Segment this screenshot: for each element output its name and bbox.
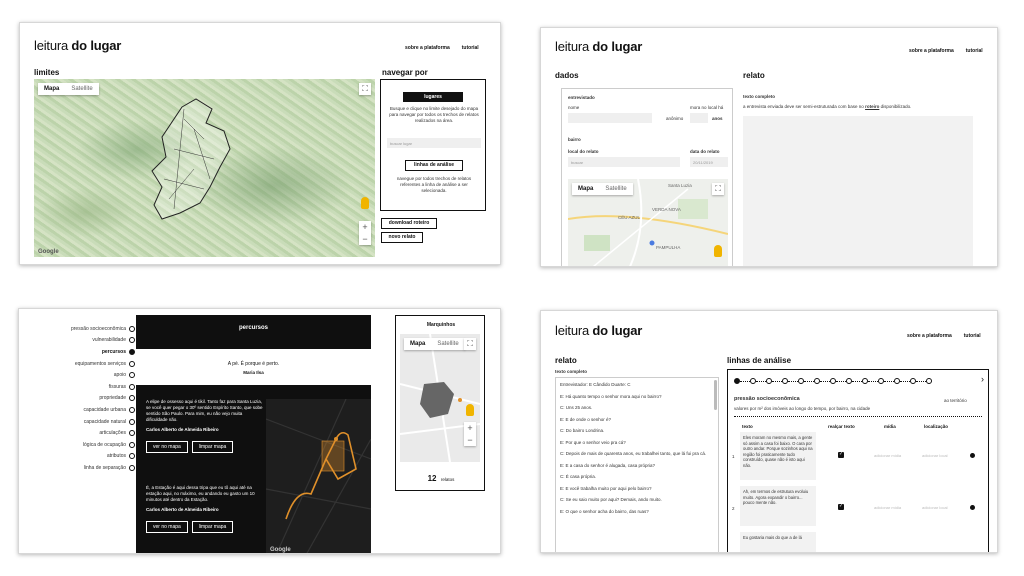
analysis-panel [727,369,989,553]
analysis-line-title: pressão socioeconômica [734,396,800,402]
screen-home [19,22,501,265]
transcript-line: C: Depois de mais de quarenta anos, eu trabalhei tanto, que lá fui pra cá. [560,451,707,456]
col-highlight: realçar texto [828,424,855,429]
transcript-line: E: Há quanto tempo o senhor mora aqui no bairro? [560,393,662,399]
sidebar-item[interactable]: lógica de ocupação [35,439,135,451]
pegman-icon[interactable] [361,197,369,209]
transcript-line: C: É casa própria. [560,474,597,479]
report-excerpt: É, a Estação é aqui dessa tripa que eu tô aqui até na estação aqui, no máximo, eu andando eu gasto um 10 minutos até dentro da Estação. [146,485,255,502]
circle-icon [129,419,135,425]
zoom-out-button[interactable]: − [362,234,368,244]
map-type-tabs [38,83,99,95]
col-text: texto [742,424,753,429]
fullscreen-icon[interactable]: ⛶ [359,83,371,95]
sidebar-item[interactable]: fissuras [35,381,135,393]
col-media: mídia [884,424,896,429]
add-location-button[interactable]: adicionar local [922,505,948,510]
google-logo: Google [38,249,59,255]
circle-icon [129,442,135,448]
remove-row-icon[interactable] [970,505,975,510]
report-place-input[interactable]: buscar [568,157,680,167]
sidebar-item[interactable]: apoio [35,369,135,381]
circle-filled-icon [129,349,135,355]
zoom-control [464,422,476,446]
analysis-lines-list [35,323,135,474]
remove-row-icon[interactable] [970,453,975,458]
section-title-analysis-lines: linhas de análise [727,356,792,365]
anonymous-checkbox[interactable]: anônimo [666,116,684,121]
circle-icon [129,384,135,390]
percursos-column [136,315,371,554]
fullscreen-icon[interactable]: ⛶ [464,338,476,350]
circle-icon [129,465,135,471]
transcript-line: E: O que o senhor acha do bairro, das ruas? [560,508,649,514]
add-media-button[interactable]: adicionar mídia [874,505,902,510]
nav-tutorial-link[interactable]: tutorial [965,48,983,54]
table-divider [734,416,982,417]
report-date-input[interactable]: 20/11/2019 [690,157,728,167]
circle-icon [129,430,135,436]
pegman-icon[interactable] [466,404,474,416]
route-map[interactable] [266,399,371,554]
report-card [146,485,264,533]
report-count: 12 relatos [427,474,455,483]
sidebar-item[interactable]: propriedade [35,393,135,405]
sidebar-item[interactable]: pressão socioeconômica [35,323,135,335]
map-label-venda-nova: VERDA NOVA [652,207,681,212]
route-lines [266,399,371,554]
nav-tutorial-link[interactable]: tutorial [963,333,981,339]
logo[interactable]: leitura do lugar [555,323,643,338]
map-type-tabs [572,183,633,195]
satellite-tab[interactable]: Satellite [605,186,627,192]
transcript-line: E: Por que o senhor veio pra cá? [560,439,626,445]
screen-report-analysis [540,310,998,553]
zoom-control [359,221,371,245]
place-search-input[interactable]: buscar lugar [387,138,481,148]
place-map[interactable] [400,334,480,462]
logo[interactable]: leitura do lugar [34,38,122,53]
circle-icon [129,395,135,401]
sidebar-item-active[interactable]: percursos [35,346,135,358]
add-media-button[interactable]: adicionar mídia [874,453,902,458]
satellite-tab[interactable]: Satellite [437,341,459,347]
circle-icon [129,372,135,378]
top-nav [909,48,983,54]
places-help-text: Busque e clique no limite desejado do mapa para navegar por todos os trechos de relatos realizados na área. [389,106,479,123]
circle-icon [129,326,135,332]
place-card [395,315,485,491]
nav-tutorial-link[interactable]: tutorial [461,45,479,51]
analysis-line-stepper [734,378,932,384]
circle-icon [129,453,135,459]
years-label: anos [712,116,723,121]
transcript-line: C: Uns 25 anos. [560,405,593,410]
years-input[interactable] [690,113,708,123]
full-text-label: texto completo [743,94,776,99]
pegman-icon[interactable] [714,245,722,257]
zoom-in-button[interactable]: + [362,222,368,232]
sidebar-item[interactable]: atributos [35,451,135,463]
browse-box [380,79,486,211]
interviewee-label: entrevistado [568,95,595,100]
row-number: 1 [732,454,735,459]
highlight-checkbox[interactable] [838,452,844,458]
col-location: localização [924,424,949,429]
sidebar-item[interactable]: vulnerabilidade [35,335,135,347]
section-title-browse: navegar por [382,68,428,77]
clear-map-button[interactable]: limpar mapa [192,441,234,453]
map-tab[interactable]: Mapa [410,341,426,347]
limits-map[interactable] [34,79,375,257]
google-logo: Google [270,547,291,553]
fullscreen-icon[interactable]: ⛶ [712,183,724,195]
zoom-in-button[interactable]: + [467,423,473,433]
top-nav [907,333,981,339]
excerpt-cell[interactable]: Ah, em termos de estrutura evoluiu muito. Agora expandir o bairro... pouco mente não. [740,486,816,526]
script-link[interactable]: roteiro [865,104,880,109]
lives-here-label: mora no local há [690,105,724,110]
excerpt-cell[interactable]: Eles moram no mesmo mais, a gente só assim a casa foi baixo. O cara por outro andar. Porque sozinhos aqui na região foi praticamente tudo construído, quase não é isto aqui não. [740,432,816,480]
section-title-limits: limites [34,68,60,77]
transcript-line: E: E a casa do senhor é alugada, casa própria? [560,462,656,468]
quote-text: A pé. É porque é perto. [227,361,280,367]
section-title-report: relato [555,356,577,365]
screen-new-report [540,27,998,267]
report-excerpt: A elipe de ossesso aqui é tikil. Tanto faz para Santa Luzia, se você quer pegar o 30º sentido Espírito Santo, que sobe sentido São Paulo. Para mim, eu não vejo muita dificuldade não. [146,399,263,422]
map-tab[interactable]: Mapa [44,86,60,92]
city-limits-shape[interactable] [34,79,375,257]
nav-about-link[interactable]: sobre a plataforma [907,333,952,339]
report-author: Carlos Alberto de Almeida Ribeiro [146,507,219,512]
screen-analysis-lines [18,308,501,554]
map-type-tabs [404,338,465,350]
clear-map-button[interactable]: limpar mapa [192,521,234,533]
excerpt-cell[interactable]: Eu gostaria mais do que a de lá [740,532,816,553]
view-on-map-button[interactable]: ver no mapa [146,441,188,453]
report-location-map[interactable] [568,179,728,267]
top-nav [405,45,479,51]
zoom-out-button[interactable]: − [467,435,473,445]
nav-about-link[interactable]: sobre a plataforma [909,48,954,54]
name-label: nome [568,105,580,110]
report-author: Carlos Alberto de Almeida Ribeiro [146,427,219,432]
highlight-checkbox[interactable] [838,504,844,510]
analysis-line-subtitle: valores por m² dos imóveis ao longo do tempo, por bairro, na cidade [734,406,871,411]
map-label-santa-luzia: Santa Luzia [668,183,692,188]
quote-author: Maria Ilsa [243,370,264,375]
next-arrow-icon[interactable]: › [981,374,984,384]
transcript-line: C: Do bairro Londrina. [560,428,605,433]
transcript-line: E: E de onde o senhor é? [560,416,612,422]
map-tab[interactable]: Mapa [578,186,594,192]
analysis-help-text: navegue por todos trechos de relatos referentes a linha de análise a ser selecionada. [396,176,472,193]
step-dot[interactable] [926,378,932,384]
quote-card [136,349,371,385]
map-label-pampulha: PAMPULHA [656,245,681,250]
report-textarea[interactable] [743,116,973,267]
report-hint: a entrevista enviada deve ser semi-estruturada com base no roteiro disponibilizado. [743,104,912,109]
view-on-map-button[interactable]: ver no mapa [146,521,188,533]
new-report-button[interactable]: novo relato [381,232,423,243]
add-location-button[interactable]: adicionar local [922,453,948,458]
sidebar-item[interactable]: equipamentos serviços [35,358,135,370]
full-text-label: texto completo [555,369,588,374]
transcript-line: C: Se eu saio muito por aqui? Demais, ando muito. [560,497,662,502]
map-label-ceu-azul: CÉU AZUL [618,215,641,220]
places-button[interactable]: lugares [403,92,463,102]
circle-icon [129,337,135,343]
report-place-label: local do relato [568,149,599,154]
percursos-header: percursos [238,325,268,331]
report-card [146,399,264,453]
row-number: 2 [732,506,735,511]
logo[interactable]: leitura do lugar [555,39,643,54]
sidebar-item[interactable]: capacidade natural [35,416,135,428]
name-input[interactable] [568,113,652,123]
transcript-line: Entrevistador: E Cândido Duarte: C [560,382,631,387]
data-form [561,88,733,267]
neighborhood-label: bairro [568,137,581,142]
nav-about-link[interactable]: sobre a plataforma [405,45,450,51]
satellite-tab[interactable]: Satellite [71,86,93,92]
analysis-lines-button[interactable]: linhas de análise [405,160,463,171]
sidebar-item[interactable]: capacidade urbana [35,404,135,416]
circle-icon [129,361,135,367]
sidebar-item[interactable]: articulações [35,427,135,439]
section-title-report: relato [743,71,765,80]
section-title-data: dados [555,71,579,80]
scrollbar[interactable] [714,380,717,410]
place-title: Marquinhos [426,322,456,328]
transcript-line: E: E você trabalha muito por aqui pelo bairro? [560,485,652,491]
download-script-button[interactable]: download roteiro [381,218,437,229]
report-date-label: data do relato [690,149,720,154]
territory-label: ao território [944,398,967,403]
circle-icon [129,407,135,413]
sidebar-item[interactable]: linha de separação [35,462,135,474]
transcript-box[interactable] [555,377,719,553]
